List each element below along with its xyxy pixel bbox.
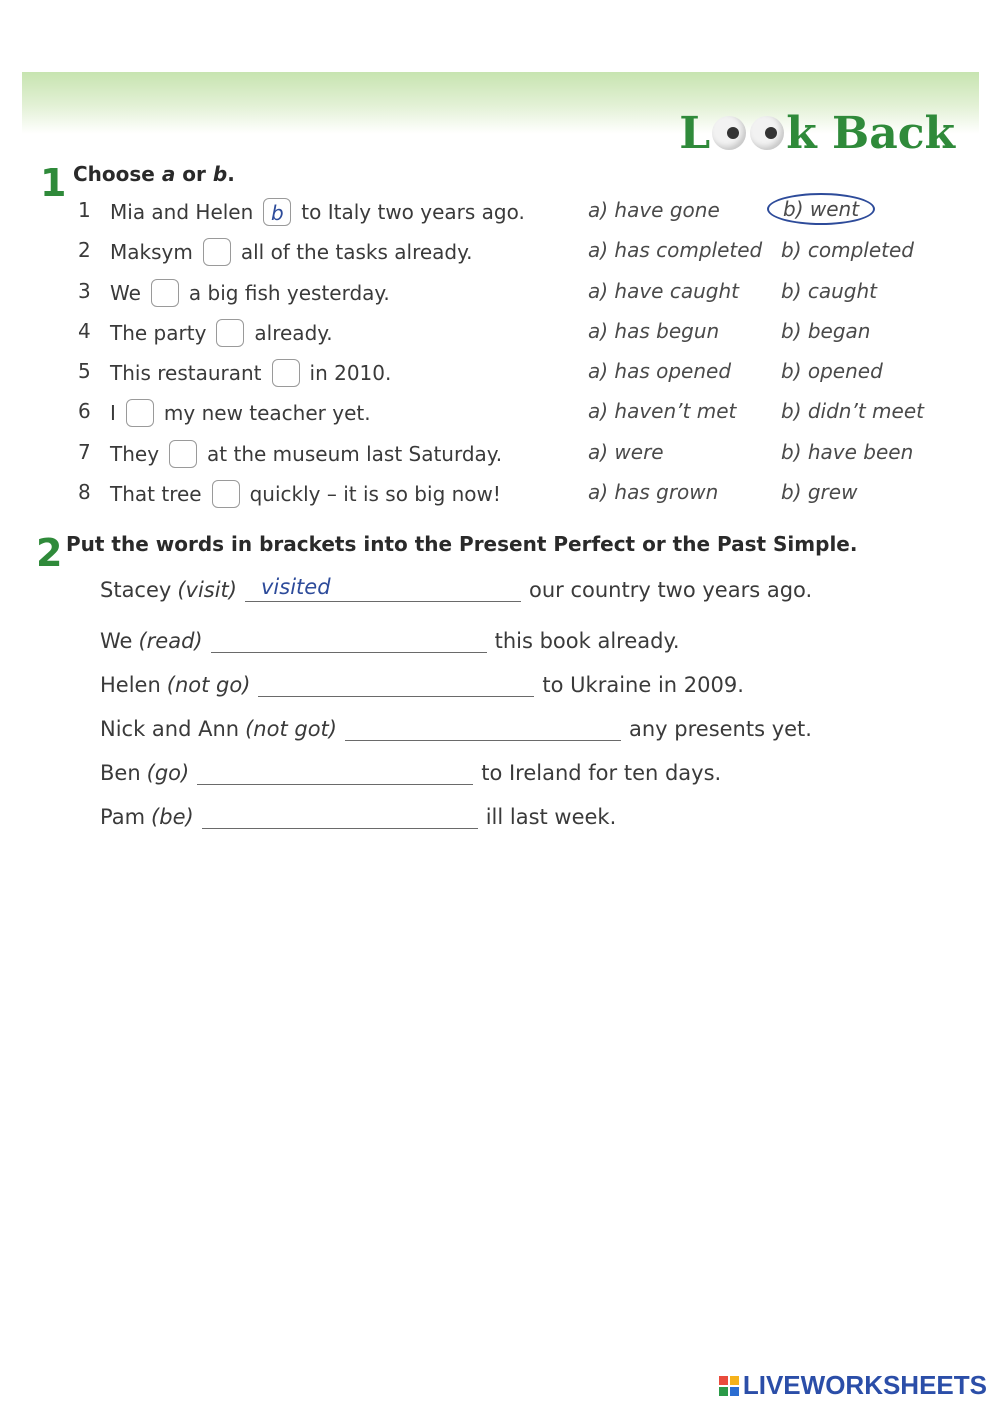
option-a[interactable]: a) haven’t met — [588, 399, 737, 423]
answer-input[interactable] — [211, 626, 487, 653]
answer-box[interactable] — [169, 440, 197, 468]
sentence-end: my new teacher yet. — [163, 401, 371, 425]
sentence-rest: to Ukraine in 2009. — [542, 673, 744, 697]
item-number: 7 — [78, 440, 91, 464]
option-b[interactable]: b) caught — [781, 279, 877, 303]
exercise-2-item — [100, 749, 721, 785]
eye-icon — [750, 116, 784, 150]
verb-hint: (not go) — [166, 673, 251, 697]
option-a[interactable]: a) has begun — [588, 319, 720, 343]
item-sentence — [110, 198, 525, 226]
exercise-2-item — [100, 566, 812, 602]
exercise-1-item — [78, 357, 958, 389]
exercise-1-item — [78, 397, 958, 429]
item-number: 4 — [78, 319, 91, 343]
option-a[interactable]: a) have caught — [588, 279, 739, 303]
sentence-end: quickly – it is so big now! — [249, 482, 501, 506]
option-b[interactable]: b) went — [767, 193, 875, 225]
sentence-rest: ill last week. — [485, 805, 617, 829]
sentence-rest: any presents yet. — [628, 717, 812, 741]
answer-box[interactable] — [203, 238, 231, 266]
item-sentence — [110, 319, 333, 347]
item-sentence — [110, 238, 472, 266]
sentence-start: Mia and Helen — [110, 200, 254, 224]
option-b[interactable]: b) have been — [781, 440, 914, 464]
item-sentence — [110, 480, 501, 508]
answer-box[interactable] — [151, 279, 179, 307]
answer-input[interactable] — [197, 758, 473, 785]
eye-icon — [712, 116, 746, 150]
option-a[interactable]: a) have gone — [588, 198, 720, 222]
exercise-1-item — [78, 236, 958, 268]
exercise-2-item — [100, 617, 680, 653]
logo-text: k Back — [786, 107, 955, 159]
verb-hint: (read) — [138, 629, 203, 653]
answer-box[interactable] — [212, 480, 240, 508]
sentence-rest: to Ireland for ten days. — [481, 761, 722, 785]
sentence-end: a big fish yesterday. — [188, 281, 390, 305]
sentence-rest: this book already. — [494, 629, 680, 653]
exercise-1-title: Choose a or b. — [73, 162, 235, 186]
option-b[interactable]: b) began — [781, 319, 871, 343]
logo-letter-l: L — [679, 107, 711, 159]
option-a[interactable]: a) has opened — [588, 359, 732, 383]
option-b[interactable]: b) grew — [781, 480, 858, 504]
exercise-2-item — [100, 793, 616, 829]
exercise-1-item — [78, 478, 958, 510]
answer-text: visited — [261, 575, 331, 599]
answer-box[interactable] — [126, 399, 154, 427]
sentence-end: all of the tasks already. — [240, 240, 473, 264]
answer-input[interactable] — [245, 575, 521, 602]
verb-hint: (go) — [146, 761, 190, 785]
option-b[interactable]: b) didn’t meet — [781, 399, 924, 423]
answer-input[interactable] — [258, 670, 534, 697]
exercise-1-item — [78, 438, 958, 470]
item-number: 3 — [78, 279, 91, 303]
option-b[interactable]: b) opened — [781, 359, 883, 383]
answer-box[interactable] — [216, 319, 244, 347]
answer-box[interactable] — [272, 359, 300, 387]
subject: Nick and Ann — [100, 717, 240, 741]
sentence-start: We — [110, 281, 141, 305]
subject: Pam — [100, 805, 146, 829]
item-number: 5 — [78, 359, 91, 383]
item-number: 8 — [78, 480, 91, 504]
answer-box[interactable]: b — [263, 198, 291, 226]
exercise-1-item — [78, 317, 958, 349]
exercise-1-item — [78, 277, 958, 309]
exercise-2-item — [100, 705, 812, 741]
sentence-start: Maksym — [110, 240, 193, 264]
answer-input[interactable] — [202, 802, 478, 829]
sentence-end: at the museum last Saturday. — [207, 442, 503, 466]
item-sentence — [110, 359, 391, 387]
sentence-start: I — [110, 401, 116, 425]
item-number: 6 — [78, 399, 91, 423]
sentence-end: in 2010. — [309, 361, 392, 385]
exercise-1-item — [78, 196, 958, 228]
item-sentence — [110, 399, 371, 427]
look-back-logo — [679, 108, 955, 158]
option-a[interactable]: a) were — [588, 440, 664, 464]
item-number: 1 — [78, 198, 91, 222]
exercise-2-title: Put the words in brackets into the Present Perfect or the Past Simple. — [66, 532, 858, 556]
item-number: 2 — [78, 238, 91, 262]
verb-hint: (not got) — [245, 717, 337, 741]
sentence-rest: our country two years ago. — [529, 578, 813, 602]
exercise-2-item — [100, 661, 744, 697]
sentence-end: already. — [254, 321, 333, 345]
option-a[interactable]: a) has grown — [588, 480, 719, 504]
item-sentence — [110, 440, 502, 468]
option-a[interactable]: a) has completed — [588, 238, 763, 262]
answer-input[interactable] — [345, 714, 621, 741]
option-b[interactable]: b) completed — [781, 238, 914, 262]
exercise-1-number: 1 — [40, 161, 67, 205]
verb-hint: (visit) — [177, 578, 237, 602]
sentence-start: The party — [110, 321, 207, 345]
sentence-start: This restaurant — [110, 361, 262, 385]
subject: Ben — [100, 761, 141, 785]
sentence-start: They — [110, 442, 160, 466]
item-sentence — [110, 279, 390, 307]
subject: Stacey — [100, 578, 172, 602]
verb-hint: (be) — [151, 805, 194, 829]
footer-brand: LIVEWORKSHEETS — [742, 1370, 987, 1400]
sentence-start: That tree — [110, 482, 202, 506]
exercise-2-number: 2 — [36, 531, 63, 575]
liveworksheets-mark-icon — [719, 1376, 739, 1396]
sentence-end: to Italy two years ago. — [301, 200, 525, 224]
subject: Helen — [100, 673, 161, 697]
subject: We — [100, 629, 133, 653]
liveworksheets-logo — [719, 1370, 987, 1401]
